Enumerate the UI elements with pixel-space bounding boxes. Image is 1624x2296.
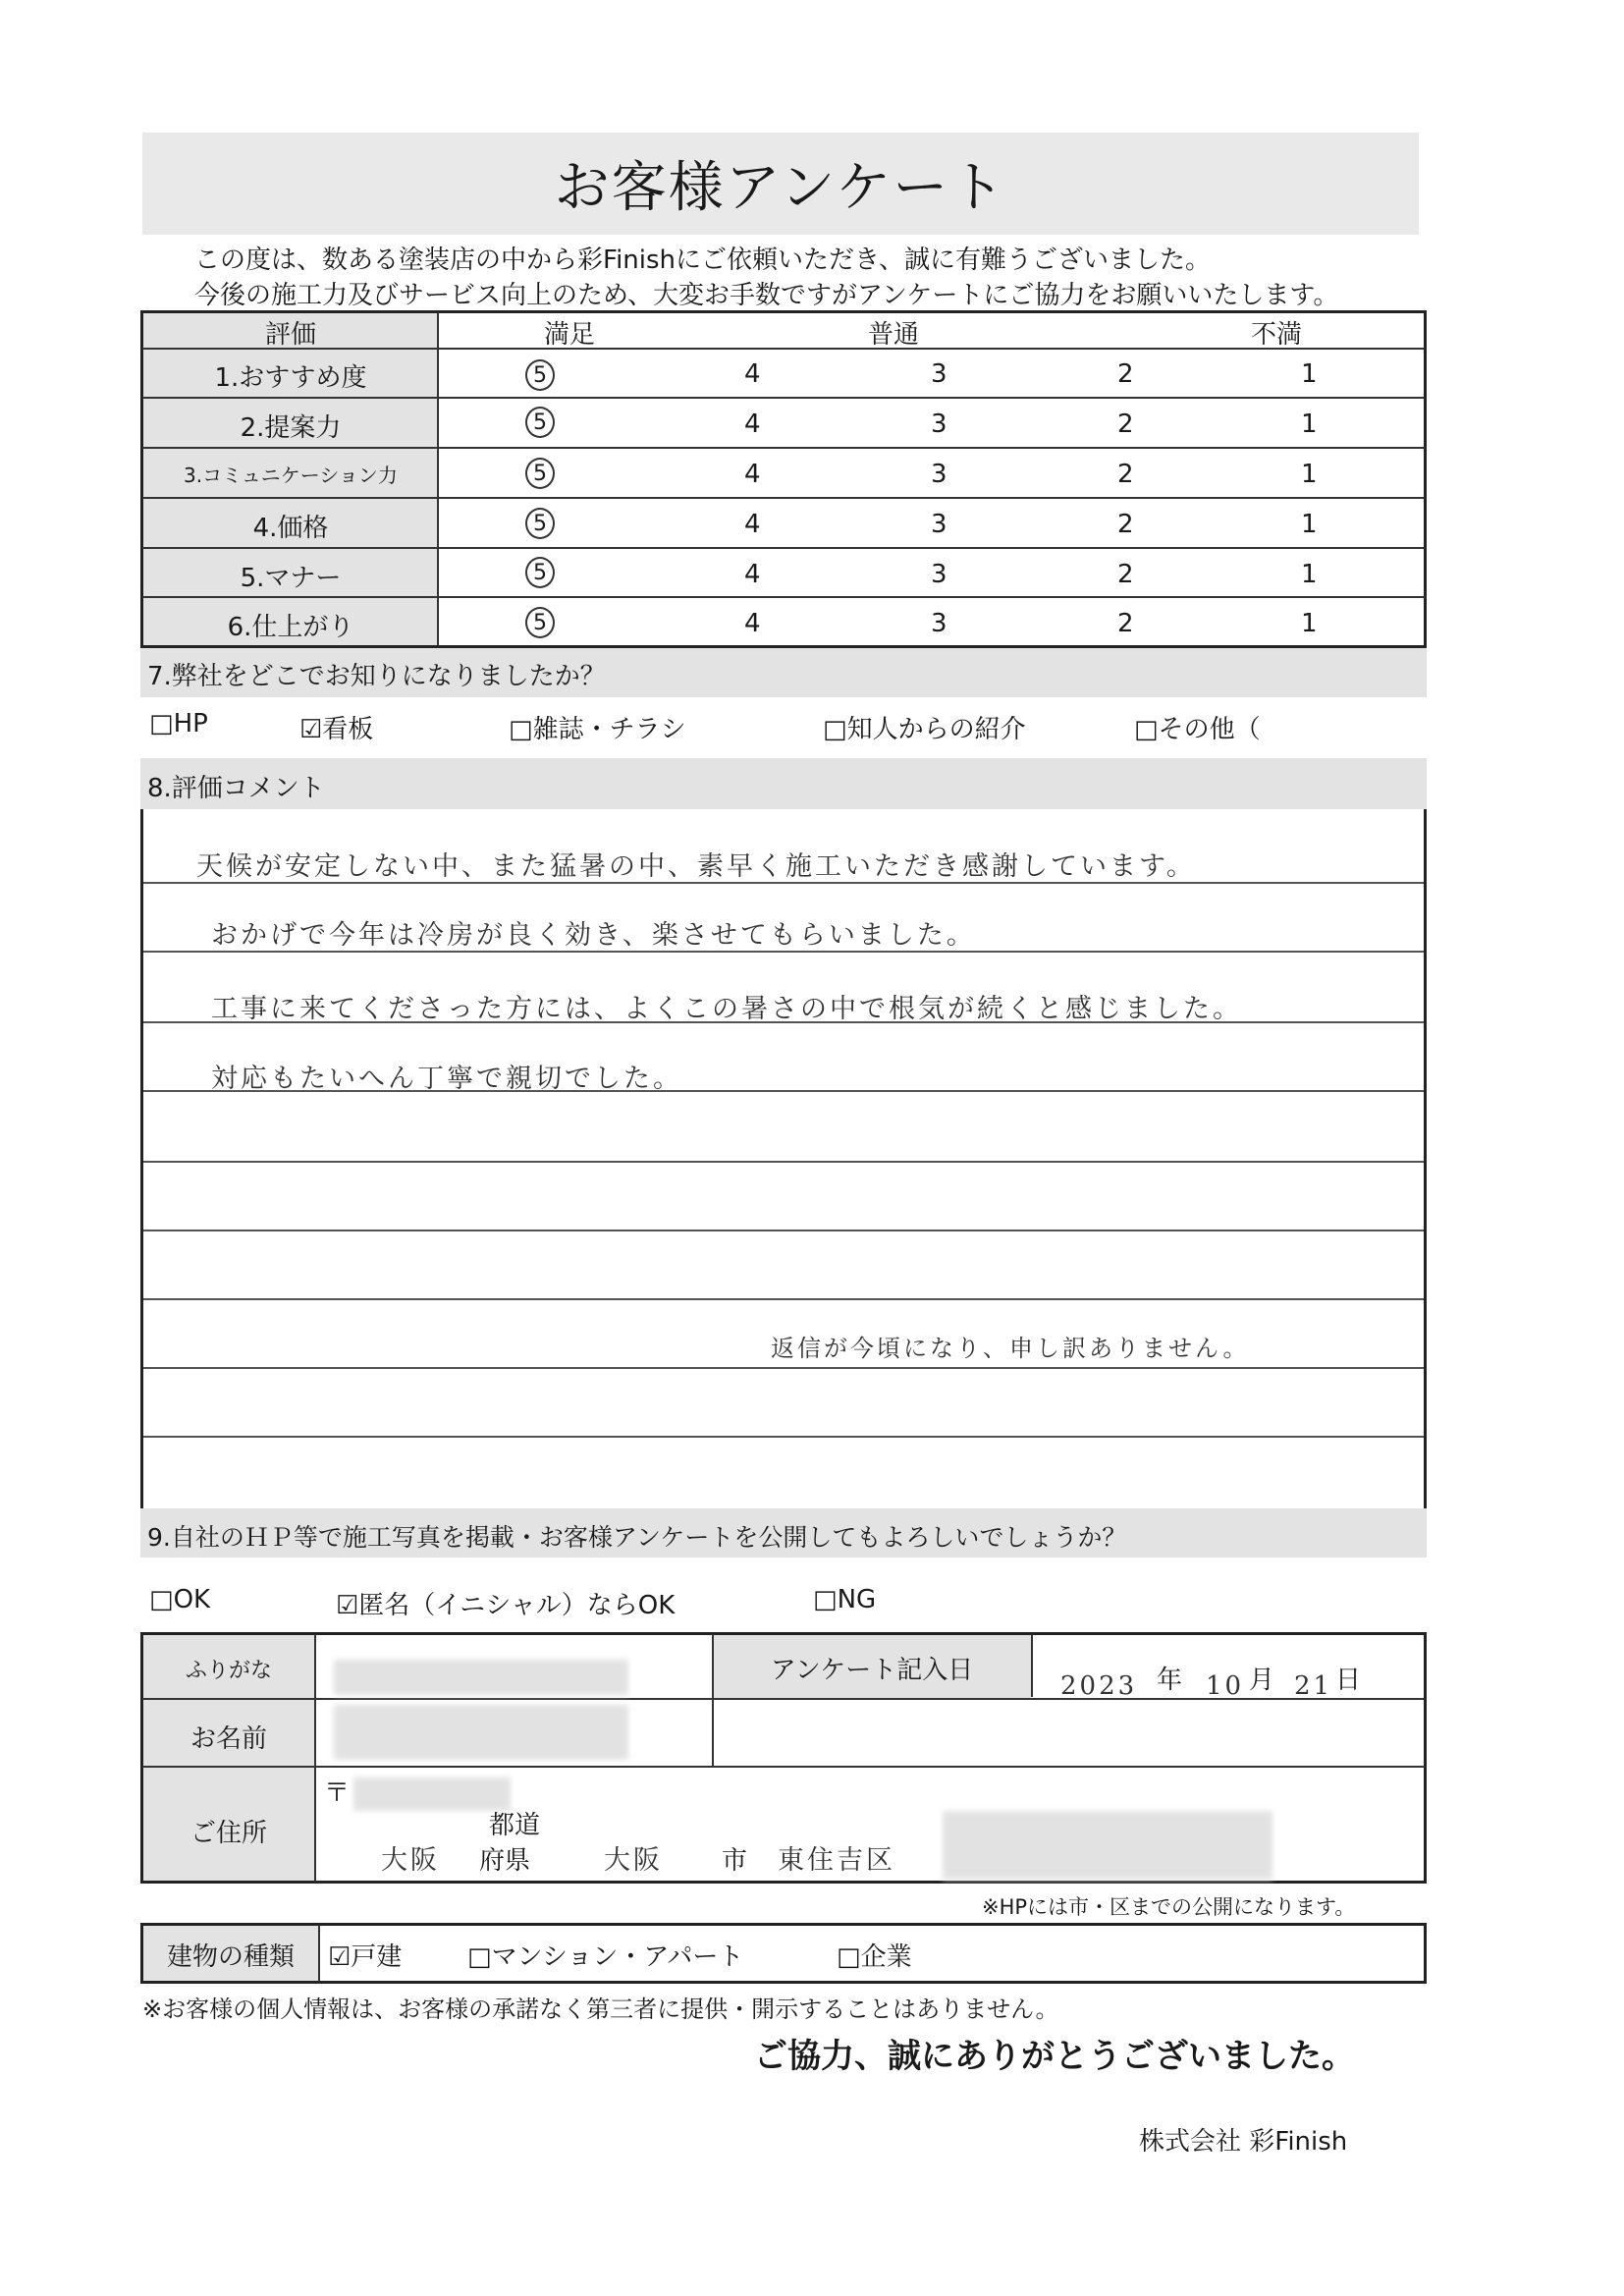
rating-4[interactable]: 4: [744, 460, 761, 489]
rating-header-unsatisfied: 不満: [1250, 320, 1302, 350]
building-type-label: 建物の種類: [166, 1942, 295, 1972]
rating-1[interactable]: 1: [1301, 609, 1318, 638]
comment-line: 天候が安定しない中、また猛暑の中、素早く施工いただき感謝しています。: [196, 851, 1196, 882]
date-day-unit: 日: [1335, 1666, 1362, 1695]
postal-mark: 〒: [324, 1778, 351, 1808]
q7-question: 7.弊社をどこでお知りになりましたか？: [147, 662, 606, 691]
option-company[interactable]: □企業: [837, 1942, 912, 1972]
comment-rule: [143, 1230, 1424, 1231]
option-other[interactable]: □その他（: [1134, 715, 1261, 744]
rating-2[interactable]: 2: [1117, 460, 1134, 489]
furigana-label: ふりがな: [185, 1659, 272, 1683]
date-month-unit: 月: [1249, 1666, 1275, 1695]
rating-1[interactable]: 1: [1301, 359, 1318, 389]
furigana-redacted: [334, 1660, 628, 1695]
privacy-note: ※お客様の個人情報は、お客様の承諾なく第三者に提供・開示することはありません。: [142, 1995, 1059, 2023]
date-month[interactable]: 10: [1206, 1671, 1245, 1701]
rating-rule: [142, 547, 1425, 549]
rating-4[interactable]: 4: [744, 609, 761, 638]
info-divider: [1031, 1634, 1033, 1697]
rating-rule: [142, 497, 1425, 499]
rating-2[interactable]: 2: [1117, 410, 1134, 439]
rating-rule: [142, 447, 1425, 449]
city-unit: 市: [722, 1846, 748, 1876]
rating-3[interactable]: 3: [931, 359, 947, 389]
name-label: お名前: [189, 1724, 267, 1754]
rating-2[interactable]: 2: [1117, 510, 1134, 539]
rating-header-label: 評価: [264, 320, 316, 350]
q8-header: [140, 758, 1427, 809]
selected-rating-5[interactable]: 5: [525, 607, 555, 638]
address-ward[interactable]: 東住吉区: [778, 1845, 895, 1876]
rating-3[interactable]: 3: [931, 609, 947, 638]
postal-code-redacted: [353, 1777, 511, 1811]
selected-rating-5[interactable]: 5: [525, 458, 555, 489]
intro-line-1: この度は、数ある塗装店の中から彩Finishにご依頼いただき、誠に有難うございました。: [194, 246, 1211, 275]
date-year[interactable]: 2023: [1060, 1671, 1138, 1701]
comment-note: 返信が今頃になり、申し訳ありません。: [771, 1335, 1250, 1362]
rating-2[interactable]: 2: [1117, 609, 1134, 638]
comment-rule: [143, 1436, 1424, 1438]
info-divider: [314, 1634, 316, 1882]
rating-3[interactable]: 3: [931, 460, 947, 489]
rating-2[interactable]: 2: [1117, 359, 1134, 389]
rating-header-normal: 普通: [867, 320, 919, 350]
rating-rule: [142, 596, 1425, 598]
rating-1[interactable]: 1: [1301, 410, 1318, 439]
selected-rating-5[interactable]: 5: [525, 407, 555, 438]
thanks-message: ご協力、誠にありがとうございました。: [754, 2037, 1355, 2076]
option-apartment[interactable]: □マンション・アパート: [467, 1942, 744, 1972]
rating-1[interactable]: 1: [1301, 560, 1318, 589]
selected-rating-5[interactable]: 5: [525, 359, 555, 391]
address-prefecture[interactable]: 大阪: [381, 1845, 440, 1876]
option-magazine-flyer[interactable]: □雑誌・チラシ: [509, 715, 686, 744]
building-divider: [318, 1925, 320, 1982]
comment-line: 工事に来てくださった方には、よくこの暑さの中で根気が続くと感じました。: [211, 994, 1242, 1024]
selected-rating-5[interactable]: 5: [525, 557, 555, 588]
pref-unit-bottom: 府県: [479, 1846, 531, 1876]
rating-3[interactable]: 3: [931, 560, 947, 589]
address-city[interactable]: 大阪: [604, 1845, 663, 1876]
q8-heading: 8.評価コメント: [147, 774, 325, 803]
option-ok[interactable]: □OK: [149, 1585, 211, 1614]
rating-2[interactable]: 2: [1117, 560, 1134, 589]
comment-rule: [143, 1298, 1424, 1300]
intro-line-2: 今後の施工力及びサービス向上のため、大変お手数ですがアンケートにご協力をお願いいたします。: [194, 281, 1339, 310]
rating-row-label: 4.価格: [252, 514, 329, 543]
option-hp[interactable]: □HP: [149, 709, 208, 738]
rating-4[interactable]: 4: [744, 359, 761, 389]
comment-line: 対応もたいへん丁寧で親切でした。: [211, 1064, 682, 1094]
rating-row-label: 6.仕上がり: [227, 613, 354, 642]
rating-4[interactable]: 4: [744, 510, 761, 539]
pref-unit-top: 都道: [489, 1811, 541, 1840]
page-title: お客様アンケート: [142, 133, 1419, 235]
rating-4[interactable]: 4: [744, 560, 761, 589]
company-name: 株式会社 彩Finish: [1139, 2127, 1348, 2157]
name-redacted: [334, 1705, 628, 1760]
option-referral[interactable]: □知人からの紹介: [823, 715, 1026, 744]
comment-line: おかげで今年は冷房が良く効き、楽させてもらいました。: [211, 920, 976, 951]
rating-1[interactable]: 1: [1301, 460, 1318, 489]
comment-rule: [143, 1367, 1424, 1369]
info-rule: [142, 1766, 1425, 1768]
rating-4[interactable]: 4: [744, 410, 761, 439]
date-day[interactable]: 21: [1294, 1671, 1333, 1701]
rating-rule: [142, 397, 1425, 399]
rating-row-label: 5.マナー: [240, 564, 342, 593]
option-detached-house[interactable]: ☑戸建: [328, 1942, 403, 1972]
hp-publication-note: ※HPには市・区までの公開になります。: [982, 1895, 1356, 1919]
rating-3[interactable]: 3: [931, 410, 947, 439]
rating-1[interactable]: 1: [1301, 510, 1318, 539]
street-redacted: [943, 1811, 1272, 1880]
comment-rule: [143, 1161, 1424, 1163]
rating-row-label: 2.提案力: [240, 413, 342, 443]
rating-row-label: 3.コミュニケーション力: [184, 464, 398, 487]
survey-date-label: アンケート記入日: [770, 1656, 974, 1685]
address-label: ご住所: [189, 1819, 267, 1848]
option-anonymous-ok[interactable]: ☑匿名（イニシャル）ならOK: [336, 1591, 676, 1620]
option-signboard[interactable]: ☑看板: [299, 715, 374, 744]
selected-rating-5[interactable]: 5: [525, 508, 555, 539]
q9-question: 9.自社のＨＰ等で施工写真を掲載・お客様アンケートを公開してもよろしいでしょうか？: [147, 1523, 1127, 1552]
rating-row-label: 1.おすすめ度: [214, 363, 367, 393]
option-ng[interactable]: □NG: [813, 1585, 877, 1614]
rating-3[interactable]: 3: [931, 510, 947, 539]
date-year-unit: 年: [1157, 1666, 1183, 1695]
rating-header-satisfied: 満足: [543, 320, 595, 350]
